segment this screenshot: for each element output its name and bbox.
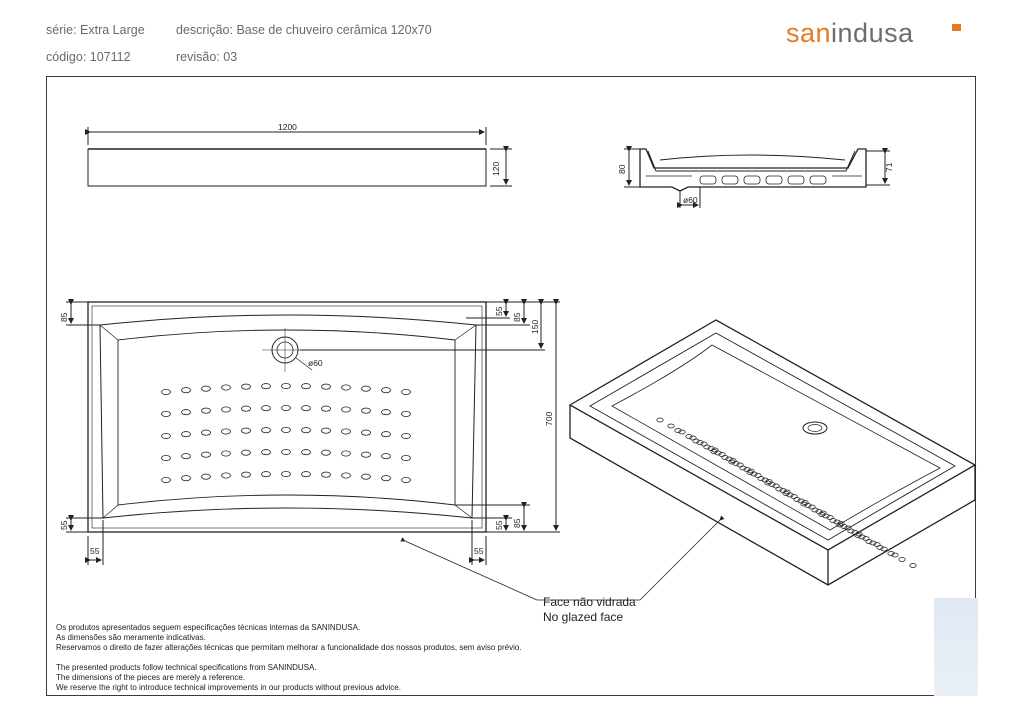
series-label: série: Extra Large (46, 23, 145, 37)
note-en-3: We reserve the right to introduce technical improvements in our products without previous advice. (56, 683, 401, 692)
callout-pt: Face não vidrada (543, 595, 636, 609)
elevation-view (88, 127, 512, 186)
brand-part1: san (786, 18, 832, 48)
dim-plan-bottom-left-h: 55 (90, 546, 100, 556)
iso-drain-hole (899, 558, 905, 562)
dim-plan-bottom-left-v: 55 (59, 520, 69, 530)
dim-plan-bottom-right-a: 55 (494, 520, 504, 530)
note-en-1: The presented products follow technical specifications from SANINDUSA. (56, 663, 317, 672)
note-pt-1: Os produtos apresentados seguem especificações técnicas internas da SANINDUSA. (56, 623, 361, 632)
iso-drain-hole (910, 564, 916, 568)
dim-plan-drain: ø60 (308, 358, 323, 368)
dim-plan-top-right-b: 85 (512, 312, 522, 322)
dim-plan-top-right-a: 55 (494, 306, 504, 316)
section-view (624, 149, 890, 208)
code-label: código: 107112 (46, 50, 131, 64)
dim-plan-height: 700 (544, 411, 554, 426)
dim-plan-top-left: 85 (59, 312, 69, 322)
dim-side-drain: ø60 (683, 195, 698, 205)
revision-label: revisão: 03 (176, 50, 238, 64)
plan-view (66, 302, 560, 565)
note-en-2: The dimensions of the pieces are merely a reference. (56, 673, 245, 682)
note-pt-3: Reservamos o direito de fazer alterações técnicas que permitam melhorar a funcionalidade dos nossos produtos, sem aviso prévio. (56, 643, 522, 652)
note-pt-2: As dimensões são meramente indicativas. (56, 633, 206, 642)
dim-side-right: 71 (884, 162, 894, 172)
dim-plan-bottom-right-h: 55 (474, 546, 484, 556)
dim-plan-top-right-c: 150 (530, 319, 540, 334)
brand-part2: indusa (831, 18, 914, 48)
dim-top-width: 1200 (278, 122, 297, 132)
description-label: descrição: Base de chuveiro cerâmica 120x70 (176, 23, 432, 37)
dim-plan-bottom-right-b: 85 (512, 518, 522, 528)
dim-top-height: 120 (491, 161, 501, 176)
callout-en: No glazed face (543, 610, 624, 624)
dim-side-left: 80 (617, 164, 627, 174)
isometric-view (570, 320, 975, 585)
